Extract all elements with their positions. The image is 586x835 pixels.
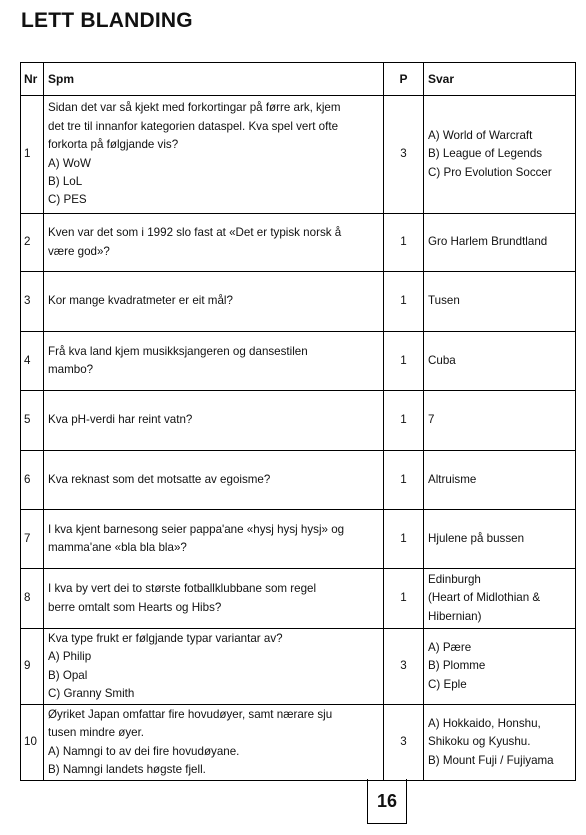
header-p: P bbox=[384, 63, 424, 96]
table-row bbox=[21, 391, 576, 451]
row-number: 8 bbox=[21, 569, 44, 629]
table-row bbox=[21, 569, 576, 629]
answer-line: Hjulene på bussen bbox=[428, 531, 525, 545]
table-row bbox=[21, 272, 576, 332]
answer-line: B) Mount Fuji / Fujiyama bbox=[428, 753, 554, 767]
answer-line: A) Pære bbox=[428, 640, 472, 654]
question-line: Kor mange kvadratmeter er eit mål? bbox=[48, 294, 233, 308]
quiz-table bbox=[20, 62, 576, 781]
table-row bbox=[21, 332, 576, 391]
row-number: 10 bbox=[21, 705, 44, 781]
question-line: A) Philip bbox=[48, 650, 92, 664]
answer-line: Edinburgh bbox=[428, 572, 481, 586]
question-line: Kva pH-verdi har reint vatn? bbox=[48, 413, 193, 427]
answer-cell bbox=[424, 629, 576, 705]
points-cell: 1 bbox=[384, 510, 424, 569]
question-line: berre omtalt som Hearts og Hibs? bbox=[48, 600, 222, 614]
answer-line: A) World of Warcraft bbox=[428, 128, 533, 142]
points-cell: 1 bbox=[384, 214, 424, 272]
answer-cell bbox=[424, 451, 576, 510]
table-row bbox=[21, 451, 576, 510]
question-line: A) WoW bbox=[48, 156, 91, 170]
question-line: Øyriket Japan omfattar fire hovudøyer, samt nærare sju bbox=[48, 707, 333, 721]
answer-line: Altruisme bbox=[428, 472, 477, 486]
answer-line: Shikoku og Kyushu. bbox=[428, 735, 531, 749]
answer-line: C) Pro Evolution Soccer bbox=[428, 165, 552, 179]
answer-line: A) Hokkaido, Honshu, bbox=[428, 716, 541, 730]
points-cell: 3 bbox=[384, 629, 424, 705]
answer-line: 7 bbox=[428, 413, 435, 427]
question-cell bbox=[44, 569, 384, 629]
answer-line: Cuba bbox=[428, 353, 456, 367]
question-cell bbox=[44, 629, 384, 705]
row-number: 3 bbox=[21, 272, 44, 332]
question-line: Kva type frukt er følgjande typar variantar av? bbox=[48, 631, 283, 645]
table-row bbox=[21, 510, 576, 569]
question-line: mamma'ane «bla bla bla»? bbox=[48, 541, 187, 554]
question-line: det tre til innanfor kategorien dataspel. Kva spel vert ofte bbox=[48, 119, 339, 133]
question-line: Kven var det som i 1992 slo fast at «Det er typisk norsk å bbox=[48, 226, 342, 240]
question-line: tusen mindre øyer. bbox=[48, 726, 145, 740]
row-number: 6 bbox=[21, 451, 44, 510]
answer-line: Gro Harlem Brundtland bbox=[428, 235, 548, 249]
answer-line: (Heart of Midlothian & bbox=[428, 591, 541, 605]
row-number: 7 bbox=[21, 510, 44, 569]
question-line: B) Opal bbox=[48, 668, 88, 682]
answer-line: B) Plomme bbox=[428, 659, 486, 673]
answer-line: Tusen bbox=[428, 294, 460, 308]
question-cell bbox=[44, 272, 384, 332]
table-row bbox=[21, 629, 576, 705]
question-cell bbox=[44, 510, 384, 569]
page-title: LETT BLANDING bbox=[21, 9, 193, 32]
answer-cell bbox=[424, 510, 576, 569]
total-points: 16 bbox=[367, 779, 407, 824]
question-line: C) Granny Smith bbox=[48, 686, 135, 700]
question-line: B) Namngi landets høgste fjell. bbox=[48, 762, 206, 776]
quiz-rows bbox=[21, 96, 576, 781]
question-line: Frå kva land kjem musikksjangeren og dansestilen bbox=[48, 344, 308, 358]
points-cell: 1 bbox=[384, 451, 424, 510]
question-cell bbox=[44, 214, 384, 272]
points-cell: 3 bbox=[384, 705, 424, 781]
table-row bbox=[21, 705, 576, 781]
answer-line: Hibernian) bbox=[428, 609, 482, 623]
question-cell bbox=[44, 705, 384, 781]
question-line: forkorta på følgjande vis? bbox=[48, 138, 179, 152]
question-line: Sidan det var så kjekt med forkortingar på førre ark, kjem bbox=[48, 101, 341, 115]
question-line: B) LoL bbox=[48, 174, 83, 188]
question-cell bbox=[44, 391, 384, 451]
row-number: 9 bbox=[21, 629, 44, 705]
answer-cell bbox=[424, 332, 576, 391]
points-cell: 1 bbox=[384, 391, 424, 451]
answer-cell bbox=[424, 705, 576, 781]
answer-cell bbox=[424, 569, 576, 629]
table-row bbox=[21, 214, 576, 272]
answer-line: B) League of Legends bbox=[428, 147, 543, 161]
question-line: Kva reknast som det motsatte av egoisme? bbox=[48, 472, 271, 486]
row-number: 2 bbox=[21, 214, 44, 272]
answer-cell bbox=[424, 214, 576, 272]
header-nr: Nr bbox=[21, 63, 44, 96]
points-cell: 1 bbox=[384, 569, 424, 629]
header-row bbox=[21, 63, 576, 96]
table-row bbox=[21, 96, 576, 214]
header-svar: Svar bbox=[424, 63, 576, 96]
answer-cell bbox=[424, 391, 576, 451]
answer-cell bbox=[424, 96, 576, 214]
row-number: 1 bbox=[21, 96, 44, 214]
points-cell: 1 bbox=[384, 332, 424, 391]
question-line: I kva kjent barnesong seier pappa'ane «hysj hysj hysj» og bbox=[48, 522, 345, 536]
question-cell bbox=[44, 332, 384, 391]
points-cell: 1 bbox=[384, 272, 424, 332]
header-spm: Spm bbox=[44, 63, 384, 96]
answer-line: C) Eple bbox=[428, 677, 467, 691]
points-cell: 3 bbox=[384, 96, 424, 214]
row-number: 5 bbox=[21, 391, 44, 451]
question-line: A) Namngi to av dei fire hovudøyane. bbox=[48, 744, 240, 758]
question-line: C) PES bbox=[48, 193, 87, 207]
answer-cell bbox=[424, 272, 576, 332]
question-cell bbox=[44, 451, 384, 510]
question-line: I kva by vert dei to største fotballklubbane som regel bbox=[48, 582, 317, 596]
row-number: 4 bbox=[21, 332, 44, 391]
question-cell bbox=[44, 96, 384, 214]
question-line: mambo? bbox=[48, 363, 94, 376]
question-line: være god»? bbox=[48, 244, 110, 258]
